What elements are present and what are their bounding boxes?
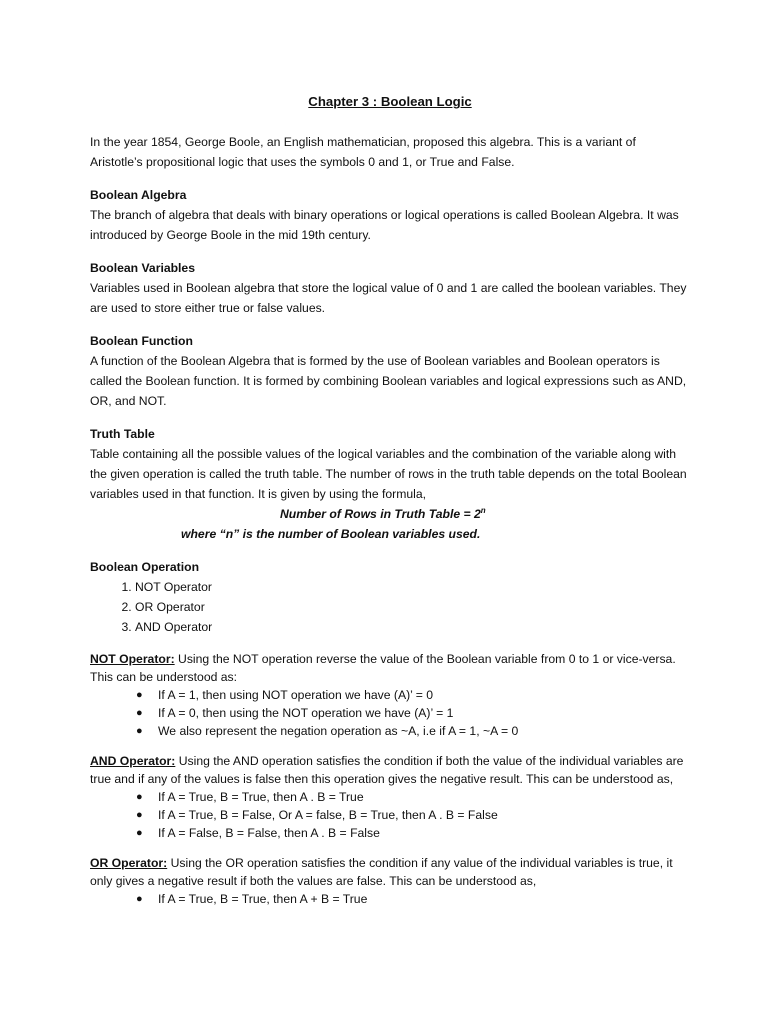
list-item bbox=[136, 890, 690, 908]
bullet-text: If A = True, B = True, then A + B = True bbox=[158, 892, 368, 906]
bullet-icon: ● bbox=[136, 827, 143, 839]
not-operator-block bbox=[90, 650, 690, 740]
bullet-text: If A = True, B = True, then A . B = True bbox=[158, 790, 364, 804]
bullet-icon: ● bbox=[136, 791, 143, 803]
bullet-icon: ● bbox=[136, 707, 143, 719]
not-operator-bullets bbox=[90, 686, 690, 740]
section-boolean-operation bbox=[90, 557, 690, 637]
or-operator-paragraph bbox=[90, 854, 690, 890]
document-body bbox=[90, 92, 690, 920]
section-heading: Truth Table bbox=[90, 427, 155, 441]
section-heading: Boolean Variables bbox=[90, 261, 195, 275]
list-item bbox=[136, 788, 690, 806]
chapter-title: Chapter 3 : Boolean Logic bbox=[308, 94, 472, 109]
bullet-text: If A = 0, then using the NOT operation we have (A)’ = 1 bbox=[158, 706, 454, 720]
not-operator-text: Using the NOT operation reverse the value of the Boolean variable from 0 to 1 or vice-versa. This can be understood as: bbox=[90, 652, 676, 684]
section-heading: Boolean Algebra bbox=[90, 188, 187, 202]
section-body: The branch of algebra that deals with binary operations or logical operations is called Boolean Algebra. It was introduced by George Boole in the mid 19th century. bbox=[90, 208, 679, 242]
section-boolean-algebra bbox=[90, 185, 690, 245]
bullet-text: We also represent the negation operation as ~A, i.e if A = 1, ~A = 0 bbox=[158, 724, 519, 738]
and-operator-block bbox=[90, 752, 690, 842]
section-body: A function of the Boolean Algebra that is formed by the use of Boolean variables and Boolean operators is called the Boolean function. It is formed by combining Boolean variables and logical expressions such as AND, OR, and NOT. bbox=[90, 354, 687, 408]
section-heading: Boolean Operation bbox=[90, 560, 200, 574]
section-body: Variables used in Boolean algebra that store the logical value of 0 and 1 are called the boolean variables. They are used to store either true or false values. bbox=[90, 281, 687, 315]
section-body: Table containing all the possible values of the logical variables and the combination of the variable along with the given operation is called the truth table. The number of rows in the truth table depends on the total Boolean variables used in that function. It is given by using the formula, bbox=[90, 447, 687, 501]
or-operator-bullets bbox=[90, 890, 690, 908]
not-operator-paragraph bbox=[90, 650, 690, 686]
list-item: 3. AND Operator bbox=[135, 617, 690, 637]
list-item bbox=[136, 686, 690, 704]
bullet-icon: ● bbox=[136, 809, 143, 821]
list-item: 1. NOT Operator bbox=[135, 577, 690, 597]
operator-list bbox=[90, 577, 690, 637]
bullet-icon: ● bbox=[136, 725, 143, 737]
formula-note: where “n” is the number of Boolean variables used. bbox=[181, 527, 481, 541]
formula-text: Number of Rows in Truth Table = 2 bbox=[280, 507, 481, 521]
list-item bbox=[136, 722, 690, 740]
section-truth-table bbox=[90, 424, 690, 544]
bullet-icon: ● bbox=[136, 689, 143, 701]
list-item bbox=[136, 806, 690, 824]
and-operator-bullets bbox=[90, 788, 690, 842]
section-heading: Boolean Function bbox=[90, 334, 193, 348]
bullet-text: If A = 1, then using NOT operation we have (A)’ = 0 bbox=[158, 688, 434, 702]
bullet-text: If A = True, B = False, Or A = false, B = True, then A . B = False bbox=[158, 808, 498, 822]
or-operator-label: OR Operator: bbox=[90, 856, 168, 870]
and-operator-paragraph bbox=[90, 752, 690, 788]
bullet-icon: ● bbox=[136, 893, 143, 905]
list-item: 2. OR Operator bbox=[135, 597, 690, 617]
intro-paragraph: In the year 1854, George Boole, an English mathematician, proposed this algebra. This is a variant of Aristotle’s propositional logic that uses the symbols 0 and 1, or True and False. bbox=[90, 135, 636, 169]
not-operator-label: NOT Operator: bbox=[90, 652, 175, 666]
or-operator-text: Using the OR operation satisfies the condition if any value of the individual variables is true, it only gives a negative result if both the values are false. This can be understood as, bbox=[90, 856, 673, 888]
formula-exponent: n bbox=[480, 505, 486, 515]
section-boolean-variables bbox=[90, 258, 690, 318]
section-boolean-function bbox=[90, 331, 690, 411]
truth-table-formula bbox=[90, 504, 690, 524]
list-item bbox=[136, 704, 690, 722]
bullet-text: If A = False, B = False, then A . B = False bbox=[158, 826, 380, 840]
and-operator-text: Using the AND operation satisfies the condition if both the value of the individual variables are true and if any of the values is false then this operation gives the negative result. This can be understood as, bbox=[90, 754, 684, 786]
list-item bbox=[136, 824, 690, 842]
and-operator-label: AND Operator: bbox=[90, 754, 176, 768]
or-operator-block bbox=[90, 854, 690, 908]
